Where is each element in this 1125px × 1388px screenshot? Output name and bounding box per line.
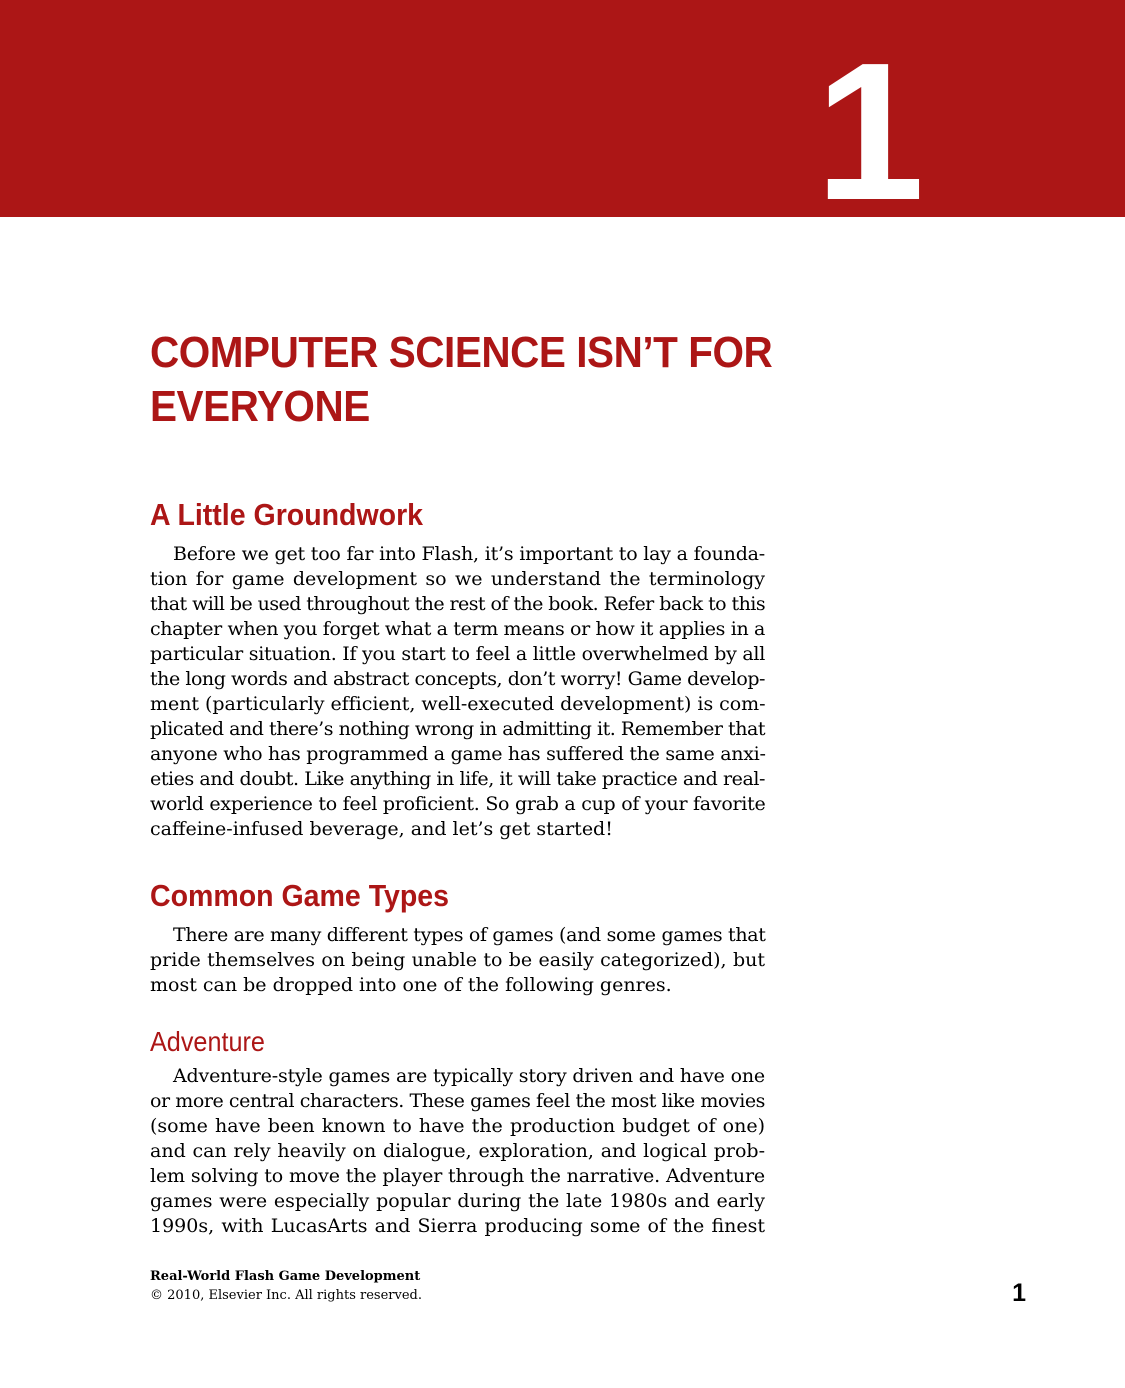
text-line: most can be dropped into one of the following genres. bbox=[150, 974, 672, 996]
text-line: games were especially popular during the late 1980s and early bbox=[150, 1190, 765, 1212]
text-line: pride themselves on being unable to be easily categorized), but bbox=[150, 949, 765, 971]
footer-copyright: © 2010, Elsevier Inc. All rights reserved. bbox=[150, 1288, 422, 1303]
paragraph-groundwork bbox=[150, 542, 765, 842]
text-line: that will be used throughout the rest of the book. Refer back to this bbox=[150, 593, 766, 615]
paragraph-common-game-types bbox=[150, 923, 765, 998]
text-line: anyone who has programmed a game has suffered the same anxi- bbox=[150, 743, 766, 765]
text-line: lem solving to move the player through the narrative. Adventure bbox=[150, 1165, 766, 1187]
chapter-title bbox=[150, 326, 773, 434]
text-line: and can rely heavily on dialogue, exploration, and logical prob- bbox=[150, 1140, 765, 1162]
chapter-title-line: COMPUTER SCIENCE ISN’T FOR bbox=[150, 328, 773, 377]
text-line: ment (particularly efficient, well-executed development) is com- bbox=[150, 693, 766, 715]
paragraph-adventure bbox=[150, 1064, 765, 1239]
chapter-header-band bbox=[0, 0, 1125, 217]
text-line: Before we get too far into Flash, it’s important to lay a founda- bbox=[173, 543, 765, 565]
text-line: world experience to feel proficient. So grab a cup of your favorite bbox=[150, 793, 766, 815]
text-line: tion for game development so we understand the terminology bbox=[150, 568, 765, 590]
section-heading-common-game-types: Common Game Types bbox=[150, 878, 450, 913]
text-line: 1990s, with LucasArts and Sierra producing some of the finest bbox=[150, 1215, 765, 1237]
page-number: 1 bbox=[1012, 1279, 1026, 1307]
footer-book-title: Real-World Flash Game Development bbox=[150, 1269, 421, 1284]
text-line: (some have been known to have the production budget of one) bbox=[150, 1115, 765, 1137]
text-line: eties and doubt. Like anything in life, it will take practice and real- bbox=[150, 768, 766, 790]
section-heading-groundwork: A Little Groundwork bbox=[150, 497, 424, 532]
text-line: There are many different types of games (and some games that bbox=[173, 924, 766, 946]
chapter-number: 1 bbox=[815, 22, 919, 241]
text-line: plicated and there’s nothing wrong in admitting it. Remember that bbox=[150, 718, 765, 740]
text-line: or more central characters. These games feel the most like movies bbox=[150, 1090, 765, 1112]
text-line: the long words and abstract concepts, don’t worry! Game develop- bbox=[150, 668, 765, 690]
text-line: caffeine-infused beverage, and let’s get started! bbox=[150, 818, 613, 840]
subsection-heading-adventure: Adventure bbox=[150, 1026, 265, 1057]
chapter-title-line: EVERYONE bbox=[150, 382, 370, 431]
text-line: Adventure-style games are typically story driven and have one bbox=[173, 1065, 765, 1087]
text-line: chapter when you forget what a term means or how it applies in a bbox=[150, 618, 766, 640]
text-line: particular situation. If you start to feel a little overwhelmed by all bbox=[150, 643, 765, 665]
